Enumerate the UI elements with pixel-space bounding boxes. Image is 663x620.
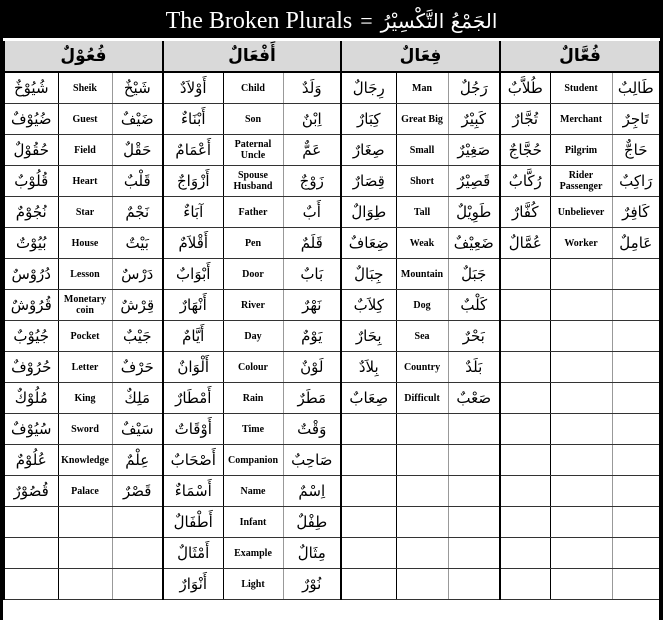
plural-cell (500, 507, 550, 538)
plural-cell (500, 321, 550, 352)
pattern-header-fuool: فُعُوْلٌ (4, 41, 163, 72)
table-row (4, 259, 660, 290)
singular-cell: جَبَلٌ (448, 259, 500, 290)
english-cell (550, 352, 612, 383)
plural-cell: سُيُوْفٌ (4, 414, 58, 445)
singular-cell: تَاجِرٌ (612, 104, 660, 135)
singular-cell: زَوْجٌ (283, 166, 341, 197)
plural-cell: كِلاَبٌ (341, 290, 396, 321)
english-cell (396, 445, 448, 476)
plural-cell (500, 569, 550, 600)
english-cell: Mountain (396, 259, 448, 290)
plural-cell: قُرُوْشٌ (4, 290, 58, 321)
pattern-header-row (4, 41, 660, 72)
english-cell: River (223, 290, 283, 321)
english-cell: Day (223, 321, 283, 352)
english-cell: Paternal Uncle (223, 135, 283, 166)
singular-cell: جَيْبٌ (112, 321, 163, 352)
broken-plurals-table (3, 41, 661, 600)
singular-cell: طَوِيْلٌ (448, 197, 500, 228)
singular-cell: لَوْنٌ (283, 352, 341, 383)
pattern-header-fiaal: فِعَالٌ (341, 41, 500, 72)
english-cell: Rider Passenger (550, 166, 612, 197)
table-row (4, 228, 660, 259)
english-cell: Great Big (396, 104, 448, 135)
english-cell: Small (396, 135, 448, 166)
plural-cell: طِوَالٌ (341, 197, 396, 228)
table-row (4, 445, 660, 476)
english-cell: Tall (396, 197, 448, 228)
plural-cell: عُمَّالٌ (500, 228, 550, 259)
english-cell: Pen (223, 228, 283, 259)
title-equals: = (360, 8, 373, 33)
singular-cell: اِسْمٌ (283, 476, 341, 507)
plural-cell: حُقُوْلٌ (4, 135, 58, 166)
pattern-header-fuaal: فُعَّالٌ (500, 41, 660, 72)
table-row (4, 72, 660, 104)
english-cell: Unbeliever (550, 197, 612, 228)
plural-cell: صِعَابٌ (341, 383, 396, 414)
table-body (4, 72, 660, 600)
singular-cell (112, 507, 163, 538)
singular-cell: حَرْفٌ (112, 352, 163, 383)
plural-cell: رُكَّابٌ (500, 166, 550, 197)
singular-cell: قَصْرٌ (112, 476, 163, 507)
singular-cell: بَحْرٌ (448, 321, 500, 352)
plural-cell: عُلُوْمٌ (4, 445, 58, 476)
english-cell: Pilgrim (550, 135, 612, 166)
plural-cell: شُيُوْخٌ (4, 72, 58, 104)
singular-cell: طَالِبٌ (612, 72, 660, 104)
plural-cell: صِغَارٌ (341, 135, 396, 166)
plural-cell: أَبْوَابٌ (163, 259, 223, 290)
plural-cell: أَمْثَالٌ (163, 538, 223, 569)
english-cell (550, 259, 612, 290)
singular-cell (448, 538, 500, 569)
plural-cell (500, 259, 550, 290)
english-cell: Difficult (396, 383, 448, 414)
english-cell: Knowledge (58, 445, 112, 476)
english-cell: Son (223, 104, 283, 135)
table-row (4, 135, 660, 166)
english-cell: House (58, 228, 112, 259)
english-cell (550, 507, 612, 538)
singular-cell (612, 569, 660, 600)
english-cell (396, 414, 448, 445)
plural-cell: كِبَارٌ (341, 104, 396, 135)
singular-cell: ضَعِيْفٌ (448, 228, 500, 259)
singular-cell: عَامِلٌ (612, 228, 660, 259)
english-cell: Weak (396, 228, 448, 259)
plural-cell: بِلاَدٌ (341, 352, 396, 383)
plural-cell: آبَاءٌ (163, 197, 223, 228)
english-cell: King (58, 383, 112, 414)
english-cell: Name (223, 476, 283, 507)
plural-cell (500, 290, 550, 321)
singular-cell: صَاحِبٌ (283, 445, 341, 476)
title-english: The Broken Plurals (165, 7, 353, 34)
plural-cell: جِبَالٌ (341, 259, 396, 290)
singular-cell (448, 507, 500, 538)
plural-cell: أَعْمَامٌ (163, 135, 223, 166)
plural-cell (341, 445, 396, 476)
singular-cell: قَلَمٌ (283, 228, 341, 259)
english-cell (58, 538, 112, 569)
singular-cell: مِثَالٌ (283, 538, 341, 569)
singular-cell: مَلِكٌ (112, 383, 163, 414)
english-cell: Student (550, 72, 612, 104)
english-cell (396, 538, 448, 569)
singular-cell (612, 259, 660, 290)
singular-cell (448, 414, 500, 445)
plural-cell (341, 569, 396, 600)
english-cell: Monetary coin (58, 290, 112, 321)
singular-cell: صَغِيْرٌ (448, 135, 500, 166)
singular-cell: قَصِيْرٌ (448, 166, 500, 197)
english-cell: Heart (58, 166, 112, 197)
english-cell: Sheik (58, 72, 112, 104)
plural-cell (500, 538, 550, 569)
english-cell: Child (223, 72, 283, 104)
singular-cell: اِبْنٌ (283, 104, 341, 135)
plural-cell: ضُيُوْفٌ (4, 104, 58, 135)
singular-cell (612, 290, 660, 321)
plural-cell (500, 383, 550, 414)
plural-cell: أَيَّامٌ (163, 321, 223, 352)
english-cell: Sword (58, 414, 112, 445)
singular-cell: كَبِيْرٌ (448, 104, 500, 135)
singular-cell: شَيْخٌ (112, 72, 163, 104)
plural-cell: قُلُوْبٌ (4, 166, 58, 197)
singular-cell: ضَيْفٌ (112, 104, 163, 135)
plural-cell: جُيُوْبٌ (4, 321, 58, 352)
english-cell (550, 538, 612, 569)
singular-cell: وَلَدٌ (283, 72, 341, 104)
plural-cell: أَصْحَابٌ (163, 445, 223, 476)
plural-cell: طُلاَّبٌ (500, 72, 550, 104)
plural-cell (341, 538, 396, 569)
table-row (4, 197, 660, 228)
plural-cell (500, 352, 550, 383)
english-cell: Country (396, 352, 448, 383)
table-row (4, 476, 660, 507)
plural-cell: رِجَالٌ (341, 72, 396, 104)
table-row (4, 569, 660, 600)
singular-cell (612, 383, 660, 414)
english-cell: Lesson (58, 259, 112, 290)
plural-cell (500, 414, 550, 445)
singular-cell: كَلْبٌ (448, 290, 500, 321)
english-cell: Dog (396, 290, 448, 321)
english-cell (58, 569, 112, 600)
singular-cell: قَلْبٌ (112, 166, 163, 197)
english-cell: Father (223, 197, 283, 228)
plural-cell (341, 476, 396, 507)
english-cell (396, 507, 448, 538)
table-row (4, 507, 660, 538)
plural-cell (341, 507, 396, 538)
plural-cell: أَسْمَاءٌ (163, 476, 223, 507)
singular-cell: رَاكِبٌ (612, 166, 660, 197)
singular-cell: عِلْمٌ (112, 445, 163, 476)
singular-cell: وَقْتٌ (283, 414, 341, 445)
plural-cell: أَوْلاَدٌ (163, 72, 223, 104)
plural-cell (4, 569, 58, 600)
english-cell (550, 476, 612, 507)
plural-cell: نُجُوْمٌ (4, 197, 58, 228)
plural-cell: أَطْفَالٌ (163, 507, 223, 538)
singular-cell: قِرْشٌ (112, 290, 163, 321)
singular-cell: مَطَرٌ (283, 383, 341, 414)
plural-cell: بُيُوْتٌ (4, 228, 58, 259)
english-cell (550, 569, 612, 600)
english-cell: Pocket (58, 321, 112, 352)
title-bar (3, 4, 660, 41)
plural-cell: أَقْلاَمٌ (163, 228, 223, 259)
plural-cell (4, 538, 58, 569)
singular-cell: حَقْلٌ (112, 135, 163, 166)
table-row (4, 290, 660, 321)
english-cell: Worker (550, 228, 612, 259)
plural-cell: مُلُوْكٌ (4, 383, 58, 414)
english-cell (550, 321, 612, 352)
singular-cell (612, 538, 660, 569)
singular-cell: بَابٌ (283, 259, 341, 290)
table-row (4, 383, 660, 414)
plural-cell: حُجَّاجٌ (500, 135, 550, 166)
table-row (4, 104, 660, 135)
singular-cell: نَهْرٌ (283, 290, 341, 321)
english-cell (550, 445, 612, 476)
broken-plurals-table-wrap (3, 41, 659, 620)
english-cell: Light (223, 569, 283, 600)
english-cell: Companion (223, 445, 283, 476)
english-cell: Field (58, 135, 112, 166)
english-cell: Guest (58, 104, 112, 135)
plural-cell: قُصُوْرٌ (4, 476, 58, 507)
singular-cell: حَاجٌّ (612, 135, 660, 166)
english-cell (550, 383, 612, 414)
plural-cell: كُفَّارٌ (500, 197, 550, 228)
plural-cell: أَمْطَارٌ (163, 383, 223, 414)
singular-cell: صَعْبٌ (448, 383, 500, 414)
singular-cell: كَافِرٌ (612, 197, 660, 228)
singular-cell: بَلَدٌ (448, 352, 500, 383)
english-cell (396, 569, 448, 600)
plural-cell: أَوْقَاتٌ (163, 414, 223, 445)
singular-cell: رَجُلٌ (448, 72, 500, 104)
english-cell: Merchant (550, 104, 612, 135)
singular-cell: يَوْمٌ (283, 321, 341, 352)
singular-cell (448, 476, 500, 507)
singular-cell (612, 321, 660, 352)
singular-cell: بَيْتٌ (112, 228, 163, 259)
plural-cell (4, 507, 58, 538)
plural-cell: دُرُوْسٌ (4, 259, 58, 290)
english-cell: Rain (223, 383, 283, 414)
singular-cell: نُوْرٌ (283, 569, 341, 600)
singular-cell (612, 507, 660, 538)
singular-cell: نَجْمٌ (112, 197, 163, 228)
singular-cell: عَمٌّ (283, 135, 341, 166)
singular-cell (612, 352, 660, 383)
english-cell: Door (223, 259, 283, 290)
english-cell (550, 414, 612, 445)
english-cell: Time (223, 414, 283, 445)
table-row (4, 321, 660, 352)
singular-cell: أَبٌ (283, 197, 341, 228)
table-row (4, 166, 660, 197)
plural-cell: أَلْوَانٌ (163, 352, 223, 383)
plural-cell: أَزْوَاجٌ (163, 166, 223, 197)
plural-cell: أَبْنَاءٌ (163, 104, 223, 135)
plural-cell: أَنْهَارٌ (163, 290, 223, 321)
english-cell: Colour (223, 352, 283, 383)
plural-cell: قِصَارٌ (341, 166, 396, 197)
singular-cell (612, 414, 660, 445)
english-cell: Short (396, 166, 448, 197)
plural-cell: أَنْوَارٌ (163, 569, 223, 600)
singular-cell (448, 445, 500, 476)
english-cell: Palace (58, 476, 112, 507)
singular-cell: دَرْسٌ (112, 259, 163, 290)
singular-cell (112, 569, 163, 600)
plural-cell (500, 476, 550, 507)
plural-cell: تُجَّارٌ (500, 104, 550, 135)
english-cell: Man (396, 72, 448, 104)
plural-cell (341, 414, 396, 445)
english-cell (550, 290, 612, 321)
plural-cell: حُرُوْفٌ (4, 352, 58, 383)
english-cell: Example (223, 538, 283, 569)
english-cell: Letter (58, 352, 112, 383)
table-row (4, 414, 660, 445)
title-arabic: الجَمْعُ التَّكْسِيْرُ (380, 9, 498, 33)
english-cell: Spouse Husband (223, 166, 283, 197)
singular-cell: سَيْفٌ (112, 414, 163, 445)
plural-cell (500, 445, 550, 476)
plural-cell: بِحَارٌ (341, 321, 396, 352)
english-cell (396, 476, 448, 507)
singular-cell (612, 476, 660, 507)
singular-cell (112, 538, 163, 569)
plural-cell: ضِعَافٌ (341, 228, 396, 259)
singular-cell: طِفْلٌ (283, 507, 341, 538)
english-cell: Star (58, 197, 112, 228)
table-row (4, 538, 660, 569)
english-cell: Infant (223, 507, 283, 538)
english-cell: Sea (396, 321, 448, 352)
singular-cell (612, 445, 660, 476)
english-cell (58, 507, 112, 538)
table-row (4, 352, 660, 383)
singular-cell (448, 569, 500, 600)
pattern-header-afaal: أَفْعَالٌ (163, 41, 341, 72)
